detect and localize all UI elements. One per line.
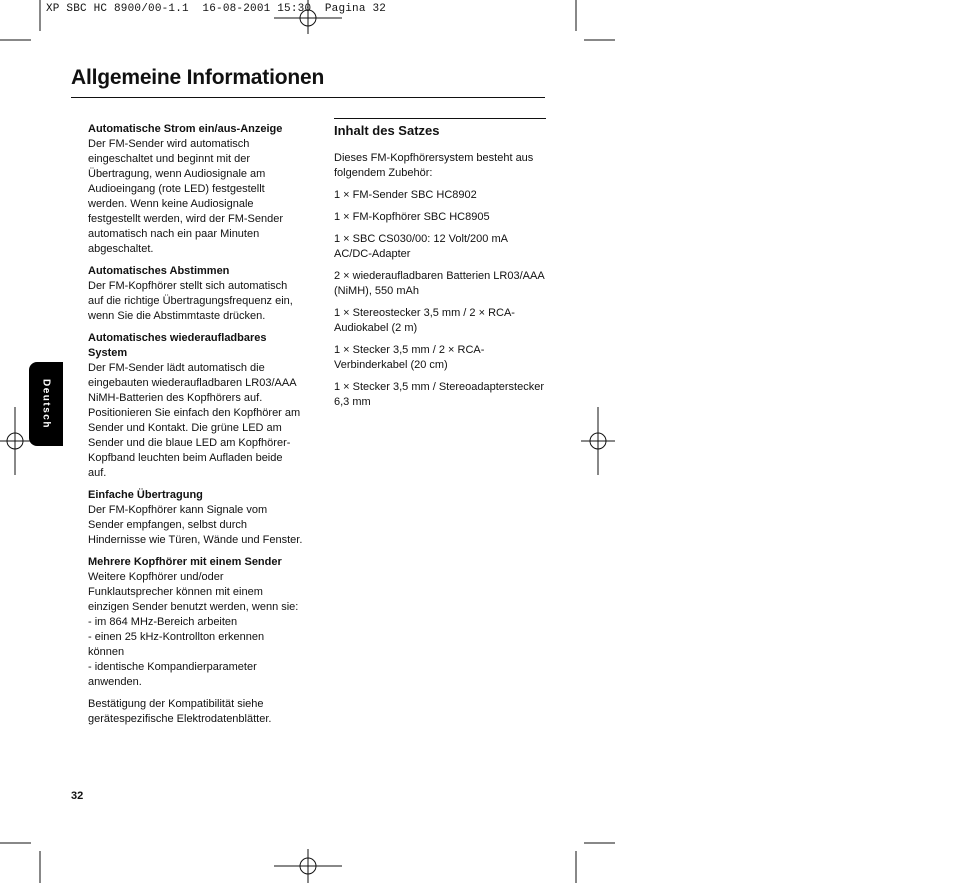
registration-mark-right [581,407,615,475]
section-body: Weitere Kopfhörer und/oder Funklautsprecher können mit einem einzigen Sender benutzt werden, wenn sie: [88,571,299,613]
section-recharge-system [88,331,303,481]
section-multiple-headphones [88,555,303,690]
section-body: Der FM-Sender wird automatisch eingeschaltet und beginnt mit der Übertragung, wenn Audiosignale am Audioeingang (rote LED) festgestellt werden. Wenn keine Audiosignale festgestellt werden, wird der FM-Sender automatisch nach ein paar Minuten abgeschaltet. [88,138,284,255]
contents-item: 1 × Stecker 3,5 mm / 2 × RCA-Verbinderkabel (20 cm) [334,344,485,371]
registration-mark-top [274,0,342,34]
contents-item: 1 × FM-Kopfhörer SBC HC8905 [334,211,490,223]
registration-mark-left [0,407,32,475]
contents-item: 1 × Stereostecker 3,5 mm / 2 × RCA-Audiokabel (2 m) [334,307,515,334]
section-body: Der FM-Kopfhörer stellt sich automatisch auf die richtige Übertragungsfrequenz ein, wenn Sie die Abstimmtaste drücken. [88,280,293,322]
section-body: Der FM-Sender lädt automatisch die eingebauten wiederaufladbaren LR03/AAA NiMH-Batterien des Kopfhörers auf. Positionieren Sie einfach den Kopfhörer am Sender und Kontakt. Die grüne LED am Sender und die blaue LED am Kopfhörer-Kopfband leuchten beim Aufladen beide auf. [88,362,301,479]
contents-intro: Dieses FM-Kopfhörersystem besteht aus folgendem Zubehör: [334,152,534,179]
page-number: 32 [71,790,84,802]
closing-note: Bestätigung der Kompatibilität siehe gerätespezifische Elektrodatenblätter. [88,698,272,725]
page-title: Allgemeine Informationen [71,66,325,89]
section-heading: Einfache Übertragung [88,489,203,501]
section-auto-tuning [88,264,303,324]
contents-item: 1 × Stecker 3,5 mm / Stereoadapterstecker 6,3 mm [334,381,545,408]
contents-item: 1 × SBC CS030/00: 12 Volt/200 mA AC/DC-Adapter [334,233,508,260]
registration-mark-bottom [274,849,342,883]
contents-item: 1 × FM-Sender SBC HC8902 [334,189,477,201]
language-tab [29,362,63,446]
title-rule [71,97,545,98]
print-header: XP SBC HC 8900/00-1.1 16-08-2001 15:30 Pagina 32 [46,3,387,15]
list-item: - im 864 MHz-Bereich arbeiten [88,616,238,628]
list-item: - einen 25 kHz-Kontrollton erkennen können [88,631,265,658]
list-item: - identische Kompandierparameter anwenden. [88,661,257,688]
contents-item: 2 × wiederaufladbaren Batterien LR03/AAA (NiMH), 550 mAh [334,270,545,297]
section-body: Der FM-Kopfhörer kann Signale vom Sender empfangen, selbst durch Hindernisse wie Türen, Wände und Fenster. [88,504,303,546]
section-heading: Automatisches Abstimmen [88,265,230,277]
section-rule [334,118,546,119]
contents-heading: Inhalt des Satzes [334,123,440,138]
section-heading: Automatische Strom ein/aus-Anzeige [88,123,283,135]
left-column [88,122,303,734]
right-column [334,118,546,417]
language-tab-label: Deutsch [40,379,52,429]
section-heading: Mehrere Kopfhörer mit einem Sender [88,556,282,568]
section-power-indicator [88,122,303,257]
section-heading: Automatisches wiederaufladbares System [88,332,267,359]
section-easy-transmission [88,488,303,548]
